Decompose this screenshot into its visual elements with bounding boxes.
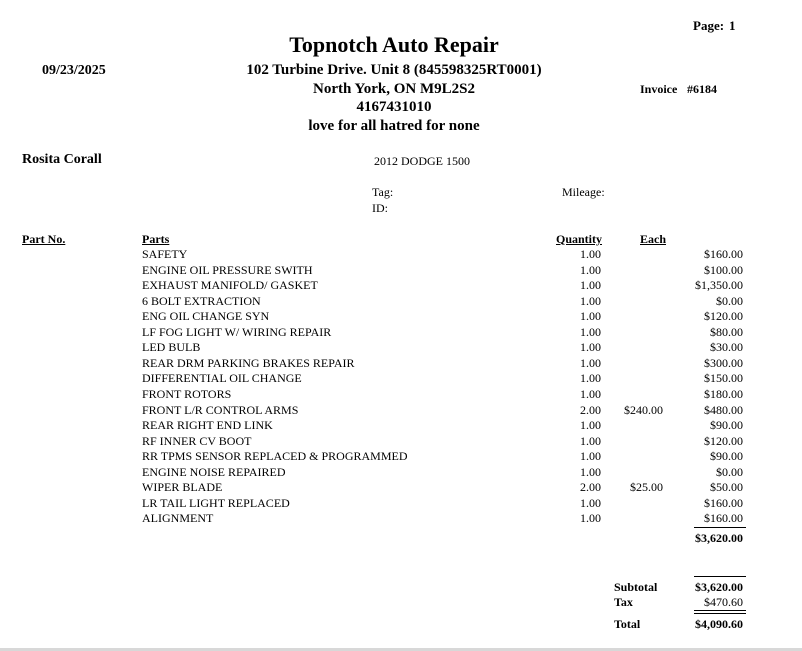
page-label: Page: [693,18,725,33]
shop-slogan: love for all hatred for none [308,118,480,134]
subtotal-rule [694,576,746,577]
line-item-part: LR TAIL LIGHT REPLACED [142,495,290,510]
line-item-part: WIPER BLADE [142,480,223,495]
line-item-quantity: 1.00 [580,418,601,433]
line-item-total: $120.00 [704,433,743,448]
total-label: Total [614,617,641,631]
line-item-quantity: 1.00 [580,293,601,308]
line-item-part: REAR RIGHT END LINK [142,418,273,433]
line-item-total: $160.00 [704,511,743,526]
shop-address-line2: North York, ON M9L2S2 [313,81,475,97]
line-item-row [0,403,802,418]
line-item-row [0,356,802,371]
line-item-total: $160.00 [704,247,743,261]
column-header-quantity: Quantity [555,232,602,246]
shop-name: Topnotch Auto Repair [289,32,499,57]
line-item-total: $120.00 [704,309,743,324]
line-item-total: $150.00 [704,371,743,386]
items-total: $3,620.00 [695,531,743,545]
subtotal-label: Subtotal [614,580,658,594]
line-item-row [0,465,802,480]
line-item-quantity: 1.00 [580,449,601,464]
line-item-quantity: 1.00 [580,433,601,448]
mileage-label: Mileage: [562,185,605,199]
shop-phone: 4167431010 [356,99,432,115]
line-item-part: ENG OIL CHANGE SYN [142,309,270,324]
line-item-quantity: 1.00 [580,464,601,479]
line-item-total: $160.00 [704,495,743,510]
line-item-total: $1,350.00 [695,278,743,293]
line-item-quantity: 1.00 [580,355,601,370]
shop-address-line1: 102 Turbine Drive. Unit 8 (845598325RT0001) [246,62,542,78]
line-item-total: $90.00 [710,449,743,464]
line-item-quantity: 1.00 [580,340,601,355]
total-rule-top [694,610,746,611]
total-rule-bottom [694,613,746,614]
line-item-part: LED BULB [142,340,201,355]
line-item-part: RR TPMS SENSOR REPLACED & PROGRAMMED [142,449,408,464]
line-item-part: ALIGNMENT [142,511,214,526]
line-item-quantity: 1.00 [580,386,601,401]
column-header-each: Each [640,232,667,246]
line-item-total: $90.00 [710,418,743,433]
line-item-total: $30.00 [710,340,743,355]
line-item-quantity: 1.00 [580,511,601,526]
line-item-row [0,263,802,278]
customer-name: Rosita Corall [22,152,102,167]
line-item-total: $0.00 [716,293,743,308]
line-item-row [0,325,802,340]
line-item-part: DIFFERENTIAL OIL CHANGE [142,371,302,386]
line-item-row [0,371,802,386]
line-item-quantity: 1.00 [580,278,601,293]
subtotal-value: $3,620.00 [695,580,743,594]
line-item-quantity: 1.00 [580,495,601,510]
line-item-quantity: 1.00 [580,247,601,261]
line-item-part: FRONT L/R CONTROL ARMS [142,402,299,417]
column-header-part-no: Part No. [22,232,66,246]
line-item-total: $180.00 [704,386,743,401]
line-item-part: SAFETY [142,247,188,261]
line-item-row [0,387,802,402]
line-item-row [0,418,802,433]
id-label: ID: [372,201,388,215]
line-item-row [0,511,802,526]
line-item-row [0,278,802,293]
line-item-each: $240.00 [624,402,663,417]
items-total-rule [694,527,746,528]
line-item-row [0,247,802,262]
total-value: $4,090.60 [695,617,743,631]
line-item-part: LF FOG LIGHT W/ WIRING REPAIR [142,324,332,339]
page-number: 1 [729,18,736,33]
invoice-date: 09/23/2025 [42,63,106,78]
line-item-total: $100.00 [704,262,743,277]
line-item-row [0,294,802,309]
line-item-row [0,434,802,449]
line-item-part: ENGINE NOISE REPAIRED [142,464,286,479]
line-item-each: $25.00 [630,480,663,495]
line-item-part: FRONT ROTORS [142,386,232,401]
line-item-quantity: 1.00 [580,371,601,386]
line-item-part: REAR DRM PARKING BRAKES REPAIR [142,355,355,370]
tag-label: Tag: [372,185,394,199]
line-item-row [0,480,802,495]
column-header-parts: Parts [142,232,170,246]
line-item-quantity: 1.00 [580,309,601,324]
line-item-row [0,496,802,511]
line-item-part: 6 BOLT EXTRACTION [142,293,261,308]
line-item-quantity: 2.00 [580,480,601,495]
line-item-part: EXHAUST MANIFOLD/ GASKET [142,278,318,293]
tax-label: Tax [614,595,633,609]
tax-value: $470.60 [704,595,743,609]
line-item-quantity: 1.00 [580,262,601,277]
invoice-label: Invoice [640,82,678,96]
line-item-total: $0.00 [716,464,743,479]
line-item-row [0,340,802,355]
line-item-total: $300.00 [704,355,743,370]
line-item-part: ENGINE OIL PRESSURE SWITH [142,262,313,277]
line-item-total: $80.00 [710,324,743,339]
line-item-total: $50.00 [710,480,743,495]
line-item-total: $480.00 [704,402,743,417]
invoice-number: #6184 [687,82,717,96]
line-item-quantity: 1.00 [580,324,601,339]
line-item-row [0,449,802,464]
line-item-row [0,309,802,324]
line-item-part: RF INNER CV BOOT [142,433,252,448]
line-item-quantity: 2.00 [580,402,601,417]
vehicle-description: 2012 DODGE 1500 [374,154,470,168]
